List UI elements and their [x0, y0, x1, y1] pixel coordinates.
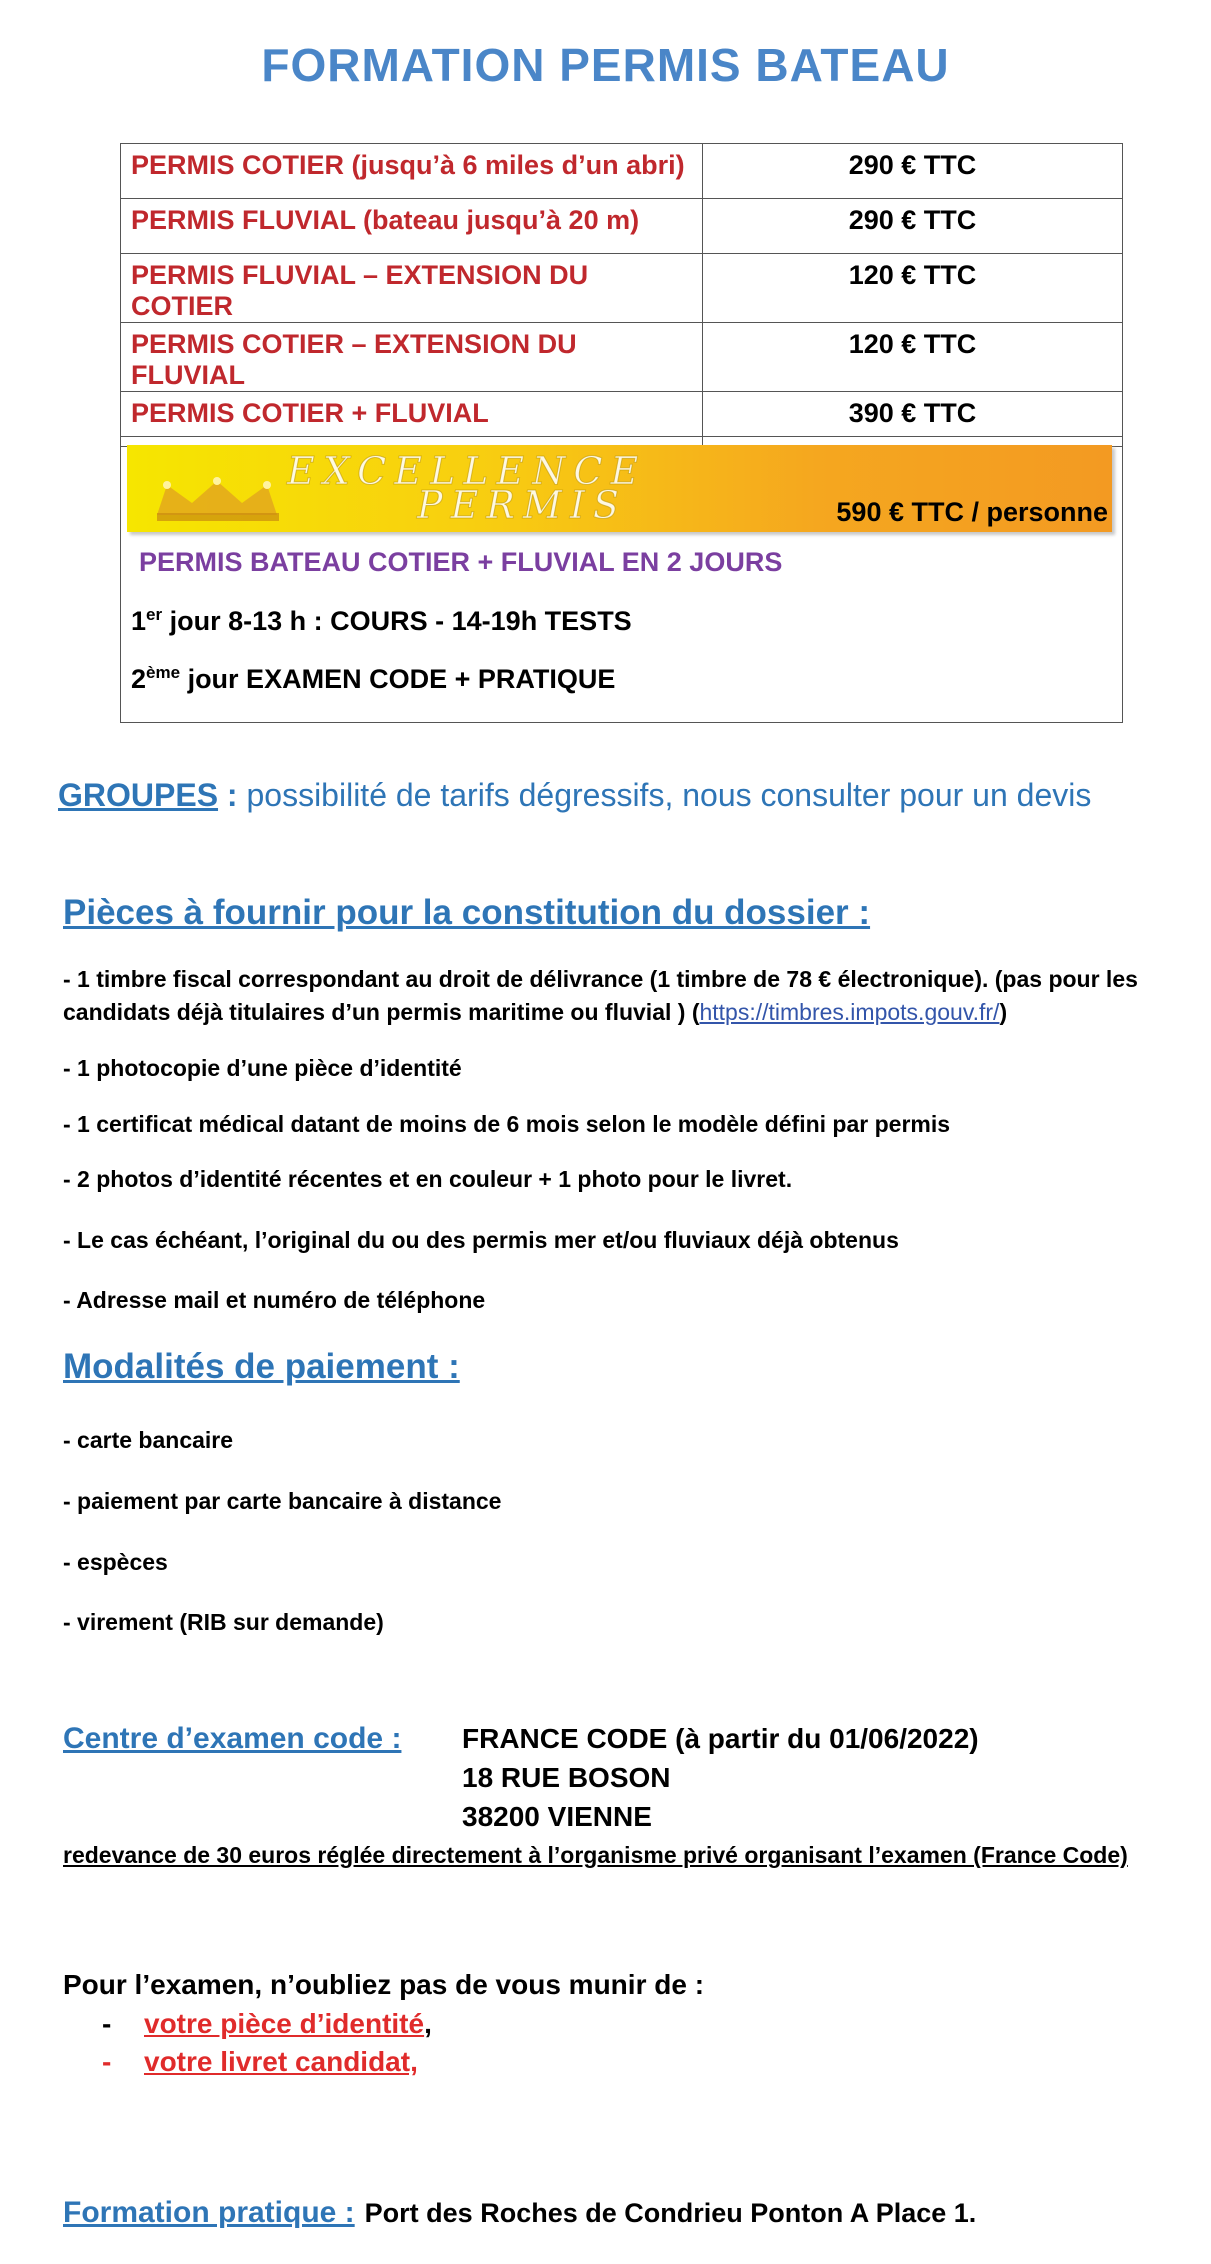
document-item-text: candidats déjà titulaires d’un permis maritime ou fluvial ) (: [63, 999, 700, 1025]
price-row: [121, 323, 1123, 392]
practical-training-label: Formation pratique :: [63, 2196, 355, 2229]
exam-fee-note: redevance de 30 euros réglée directement à l’organisme privé organisant l’examen (France Code): [63, 1842, 1128, 1868]
price-label: PERMIS COTIER (jusqu’à 6 miles d’un abri): [121, 144, 703, 199]
bullet-dash: -: [102, 2008, 112, 2039]
ordinal-suffix: ème: [146, 663, 181, 682]
groups-text: possibilité de tarifs dégressifs, nous consulter pour un devis: [237, 777, 1092, 813]
banner-word-permis: PERMIS: [417, 483, 627, 527]
price-row: [121, 199, 1123, 254]
price-value: 120 € TTC: [703, 254, 1123, 323]
payment-item: - espèces: [63, 1549, 168, 1575]
reminder-item: [102, 2046, 418, 2078]
payment-item: - virement (RIB sur demande): [63, 1609, 384, 1635]
price-table: [120, 143, 1123, 447]
exam-reminder-intro: Pour l’examen, n’oubliez pas de vous munir de :: [63, 1969, 705, 2000]
offer-price: 590 € TTC / personne: [836, 497, 1108, 527]
document-item-close: ): [999, 999, 1008, 1025]
document-item: - 2 photos d’identité récentes et en couleur + 1 photo pour le livret.: [63, 1166, 793, 1192]
groups-info: [58, 777, 1091, 814]
reminder-suffix: ,: [424, 2008, 432, 2039]
day-text: jour EXAMEN CODE + PRATIQUE: [180, 664, 616, 694]
exam-centre-city: 38200 VIENNE: [462, 1801, 652, 1832]
document-item: - 1 certificat médical datant de moins de 6 mois selon le modèle défini par permis: [63, 1111, 951, 1137]
document-item: - 1 timbre fiscal correspondant au droit de délivrance (1 timbre de 78 € électronique). (pas pour les: [63, 966, 1138, 992]
bullet-dash: -: [102, 2046, 112, 2077]
documents-heading: Pièces à fournir pour la constitution du dossier :: [63, 893, 871, 932]
tax-stamp-link[interactable]: https://timbres.impots.gouv.fr/: [699, 999, 1000, 1025]
price-label: PERMIS COTIER – EXTENSION DU FLUVIAL: [121, 323, 703, 392]
payment-heading: Modalités de paiement :: [63, 1347, 460, 1386]
price-label: PERMIS FLUVIAL (bateau jusqu’à 20 m): [121, 199, 703, 254]
price-value: 290 € TTC: [703, 199, 1123, 254]
price-row: [121, 254, 1123, 323]
price-value: 390 € TTC: [703, 392, 1123, 447]
practical-training: [63, 2196, 976, 2230]
page-title: FORMATION PERMIS BATEAU: [261, 39, 950, 91]
payment-item: - carte bancaire: [63, 1427, 234, 1453]
price-label: PERMIS COTIER + FLUVIAL: [121, 392, 703, 447]
offer-subtitle: PERMIS BATEAU COTIER + FLUVIAL EN 2 JOURS: [139, 547, 783, 577]
day-text: jour 8-13 h : COURS - 14-19h TESTS: [162, 606, 632, 636]
banner-word-excellence: EXCELLENCE: [287, 449, 647, 493]
groups-label: GROUPES: [58, 777, 219, 813]
exam-centre-street: 18 RUE BOSON: [462, 1762, 671, 1793]
reminder-item: [102, 2008, 432, 2040]
day-one-schedule: [131, 605, 632, 637]
document-item: - Le cas échéant, l’original du ou des permis mer et/ou fluviaux déjà obtenus: [63, 1227, 899, 1253]
price-value: 120 € TTC: [703, 323, 1123, 392]
groups-colon: :: [218, 777, 238, 813]
exam-centre-heading: Centre d’examen code :: [63, 1722, 402, 1755]
price-label: PERMIS FLUVIAL – EXTENSION DU COTIER: [121, 254, 703, 323]
ordinal-suffix: er: [146, 605, 163, 624]
practical-training-location: Port des Roches de Condrieu Ponton A Place 1.: [364, 2198, 977, 2228]
payment-item: - paiement par carte bancaire à distance: [63, 1488, 502, 1514]
exam-centre-name: FRANCE CODE (à partir du 01/06/2022): [462, 1723, 979, 1754]
document-item: - 1 photocopie d’une pièce d’identité: [63, 1055, 462, 1081]
day-number: 1: [131, 606, 147, 636]
price-value: 290 € TTC: [703, 144, 1123, 199]
reminder-text: votre pièce d’identité: [144, 2008, 425, 2039]
excellence-offer-box: [120, 436, 1123, 723]
excellence-banner: [127, 445, 1112, 532]
document-item-continued: [63, 999, 1007, 1026]
document-item: - Adresse mail et numéro de téléphone: [63, 1287, 486, 1313]
price-row: [121, 144, 1123, 199]
day-two-schedule: [131, 663, 615, 695]
reminder-text: votre livret candidat,: [144, 2046, 418, 2077]
day-number: 2: [131, 664, 147, 694]
